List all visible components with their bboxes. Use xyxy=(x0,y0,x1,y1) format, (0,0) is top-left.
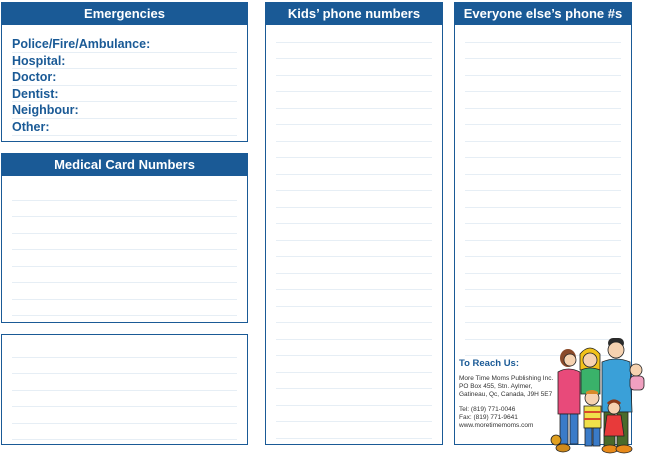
notes-lines[interactable] xyxy=(12,341,237,440)
write-line[interactable] xyxy=(276,241,432,258)
kids-phone-title: Kids’ phone numbers xyxy=(266,3,442,25)
write-line[interactable] xyxy=(276,356,432,373)
write-line[interactable] xyxy=(465,307,621,324)
notes-panel xyxy=(1,334,248,445)
emergencies-title: Emergencies xyxy=(2,3,247,25)
contact-website[interactable]: www.moretimemoms.com xyxy=(459,422,534,429)
write-line[interactable] xyxy=(12,300,237,317)
write-line[interactable] xyxy=(465,241,621,258)
write-line[interactable] xyxy=(12,341,237,358)
contact-address-line1: PO Box 455, Stn. Aylmer, xyxy=(459,383,533,390)
write-line[interactable] xyxy=(276,257,432,274)
write-line[interactable] xyxy=(276,109,432,126)
write-line[interactable] xyxy=(276,142,432,159)
emergency-dentist-row[interactable]: Dentist: xyxy=(12,86,237,103)
write-line[interactable] xyxy=(12,201,237,218)
write-line[interactable] xyxy=(276,373,432,390)
write-line[interactable] xyxy=(465,142,621,159)
emergencies-panel xyxy=(1,2,248,142)
contact-telephone: Tel: (819) 771-0046 xyxy=(459,406,516,413)
emergencies-list xyxy=(12,36,237,136)
write-line[interactable] xyxy=(276,389,432,406)
write-line[interactable] xyxy=(276,59,432,76)
write-line[interactable] xyxy=(465,76,621,93)
write-line[interactable] xyxy=(465,26,621,43)
everyone-phone-title: Everyone else’s phone #s xyxy=(455,3,631,25)
write-line[interactable] xyxy=(12,374,237,391)
write-line[interactable] xyxy=(465,290,621,307)
write-line[interactable] xyxy=(12,424,237,441)
write-line[interactable] xyxy=(12,267,237,284)
write-line[interactable] xyxy=(276,208,432,225)
write-line[interactable] xyxy=(276,26,432,43)
write-line[interactable] xyxy=(276,191,432,208)
medical-card-lines[interactable] xyxy=(12,184,237,316)
write-line[interactable] xyxy=(276,158,432,175)
family-illustration-icon xyxy=(548,336,650,457)
write-line[interactable] xyxy=(276,125,432,142)
kids-phone-panel xyxy=(265,2,443,445)
everyone-phone-lines[interactable] xyxy=(465,26,621,356)
write-line[interactable] xyxy=(276,323,432,340)
write-line[interactable] xyxy=(276,92,432,109)
write-line[interactable] xyxy=(276,406,432,423)
write-line[interactable] xyxy=(276,422,432,439)
write-line[interactable] xyxy=(12,391,237,408)
write-line[interactable] xyxy=(276,43,432,60)
write-line[interactable] xyxy=(465,224,621,241)
write-line[interactable] xyxy=(276,340,432,357)
write-line[interactable] xyxy=(12,184,237,201)
write-line[interactable] xyxy=(276,224,432,241)
emergency-police-row[interactable]: Police/Fire/Ambulance: xyxy=(12,36,237,53)
emergency-other-row[interactable]: Other: xyxy=(12,119,237,136)
write-line[interactable] xyxy=(12,217,237,234)
contact-address-line2: Gatineau, Qc, Canada, J9H 5E7 xyxy=(459,391,553,398)
write-line[interactable] xyxy=(276,274,432,291)
write-line[interactable] xyxy=(465,158,621,175)
write-line[interactable] xyxy=(12,283,237,300)
medical-card-title: Medical Card Numbers xyxy=(2,154,247,176)
write-line[interactable] xyxy=(465,257,621,274)
write-line[interactable] xyxy=(12,358,237,375)
write-line[interactable] xyxy=(465,175,621,192)
emergency-doctor-row[interactable]: Doctor: xyxy=(12,69,237,86)
emergency-hospital-row[interactable]: Hospital: xyxy=(12,53,237,70)
write-line[interactable] xyxy=(465,125,621,142)
contact-fax: Fax: (819) 771-9641 xyxy=(459,414,518,421)
emergency-neighbour-row[interactable]: Neighbour: xyxy=(12,102,237,119)
write-line[interactable] xyxy=(276,175,432,192)
write-line[interactable] xyxy=(12,234,237,251)
write-line[interactable] xyxy=(12,250,237,267)
write-line[interactable] xyxy=(276,290,432,307)
write-line[interactable] xyxy=(465,43,621,60)
contact-company: More Time Moms Publishing Inc. xyxy=(459,375,554,382)
write-line[interactable] xyxy=(276,76,432,93)
write-line[interactable] xyxy=(12,407,237,424)
write-line[interactable] xyxy=(465,59,621,76)
write-line[interactable] xyxy=(276,307,432,324)
medical-card-panel xyxy=(1,153,248,323)
write-line[interactable] xyxy=(465,92,621,109)
contact-title: To Reach Us: xyxy=(459,358,520,369)
kids-phone-lines[interactable] xyxy=(276,26,432,439)
write-line[interactable] xyxy=(465,191,621,208)
write-line[interactable] xyxy=(465,208,621,225)
write-line[interactable] xyxy=(465,274,621,291)
write-line[interactable] xyxy=(465,109,621,126)
